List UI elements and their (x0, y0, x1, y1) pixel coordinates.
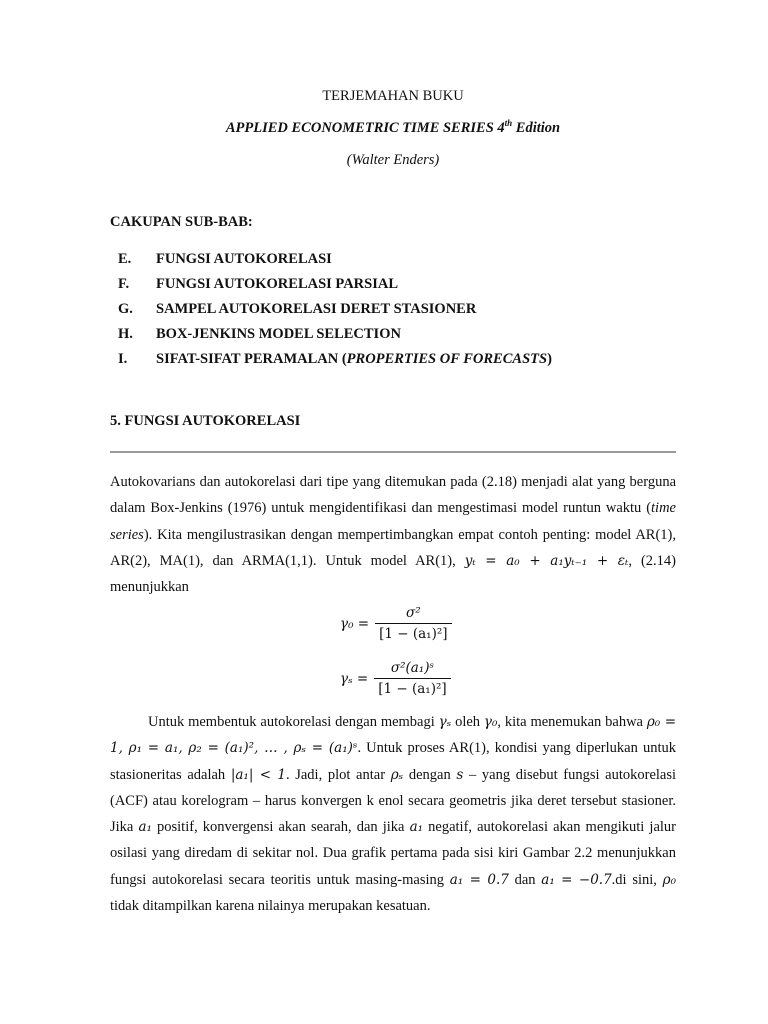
book-title-text: APPLIED ECONOMETRIC TIME SERIES 4 (225, 120, 505, 136)
text-run: . Untuk proses AR(1), kondisi yang diperlukan untuk stasioneritas adalah (110, 740, 676, 783)
list-text: FUNGSI AUTOKORELASI (156, 251, 332, 267)
equation-lhs: γ₀ = (340, 615, 370, 632)
math-inline: |a₁| < 1 (230, 766, 286, 783)
list-item (118, 247, 552, 272)
list-letter: G. (118, 301, 133, 317)
text-run: , kita menemukan bahwa (497, 714, 647, 730)
list-letter: E. (118, 251, 132, 267)
equation-gamma0 (340, 605, 452, 642)
text-run: negatif, autokorelasi akan mengikuti jalur osilasi yang diredam di sekitar nol. Dua grafik pertama pada sisi kiri Gambar 2.2 menunjukkan fungsi autokorelasi secara teoritis untuk masing-masing (110, 819, 676, 888)
math-inline: yₜ = a₀ + a₁yₜ₋₁ + εₜ (464, 552, 629, 569)
text-run: dengan (403, 766, 457, 783)
list-letter: H. (118, 326, 133, 342)
math-inline: a₁ = 0.7 (449, 871, 509, 888)
paragraph-1 (110, 469, 676, 600)
math-inline: a₁ = −0.7 (541, 871, 612, 888)
list-item (118, 297, 552, 322)
text-run: oleh (451, 714, 484, 730)
equation-numerator: σ²(a₁)ˢ (390, 660, 435, 676)
section-title: 5. FUNGSI AUTOKORELASI (110, 413, 301, 429)
math-inline: ρ₀ (662, 871, 677, 888)
list-text-end: ) (547, 351, 552, 367)
list-text: FUNGSI AUTOKORELASI PARSIAL (156, 276, 398, 292)
scope-list (118, 247, 552, 372)
list-item (118, 272, 552, 297)
text-run: Autokovarians dan autokorelasi dari tipe yang ditemukan pada (2.18) menjadi alat yang berguna dalam Box-Jenkins (1976) untuk mengidentifikasi dan mengestimasi model runtun waktu ( (110, 474, 676, 517)
list-text-italic: PROPERTIES OF FORECASTS (346, 351, 548, 367)
equation-numerator: σ² (405, 605, 421, 621)
book-title-sup: th (504, 118, 513, 129)
text-run: – yang disebut fungsi autokorelasi (ACF) atau korelogram – harus konvergen k enol secara geometris jika deret tersebut stasioner. Jika (110, 766, 677, 836)
list-letter: F. (118, 276, 130, 292)
text-run: Untuk membentuk autokorelasi dengan membagi (148, 714, 439, 730)
text-run: ). Kita mengilustrasikan dengan mempertimbangkan empat contoh penting: model AR(1), AR(2), MA(1), dan ARMA(1,1). Untuk model AR(1), (110, 526, 676, 569)
text-run: dan (508, 871, 542, 888)
equation-gammas (340, 660, 451, 697)
text-run: tidak ditampilkan karena nilainya merupakan kesatuan. (110, 898, 431, 915)
math-inline: ρₛ (390, 766, 404, 783)
list-text: SIFAT-SIFAT PERAMALAN ( (156, 351, 347, 367)
header-title: TERJEMAHAN BUKU (322, 88, 464, 104)
math-inline: γ₀ (483, 714, 498, 730)
list-item (118, 347, 552, 372)
equation-lhs: γₛ = (340, 670, 369, 687)
math-inline: ρ₀ = 1, ρ₁ = a₁, ρ₂ = (a₁)², … , ρₛ = (a₁)ˢ (110, 714, 677, 757)
equation-fraction (374, 660, 450, 697)
text-run: . Jadi, plot antar (285, 766, 391, 783)
equation-denominator: [1 − (a₁)²] (374, 678, 450, 697)
list-letter: I. (118, 351, 128, 367)
text-run-italic: time series (110, 500, 676, 543)
math-inline: a₁ (409, 819, 424, 836)
book-title-edition: Edition (512, 120, 561, 136)
text-run: positif, konvergensi akan searah, dan jika (151, 819, 410, 836)
paragraph-2 (110, 709, 676, 919)
math-inline: s (456, 766, 464, 783)
list-item (118, 322, 552, 347)
scope-title: CAKUPAN SUB-BAB: (110, 214, 253, 230)
text-run: .di sini, (611, 871, 663, 888)
section-divider (110, 451, 676, 453)
equation-fraction (375, 605, 451, 642)
list-text: BOX-JENKINS MODEL SELECTION (156, 326, 401, 342)
book-author: (Walter Enders) (346, 152, 440, 168)
math-inline: a₁ (138, 819, 152, 836)
list-text: SAMPEL AUTOKORELASI DERET STASIONER (156, 301, 477, 317)
equation-denominator: [1 − (a₁)²] (375, 623, 451, 642)
math-inline: γₛ (438, 714, 452, 730)
book-title (110, 118, 676, 138)
text-run: , (2.14) menunjukkan (110, 552, 676, 596)
